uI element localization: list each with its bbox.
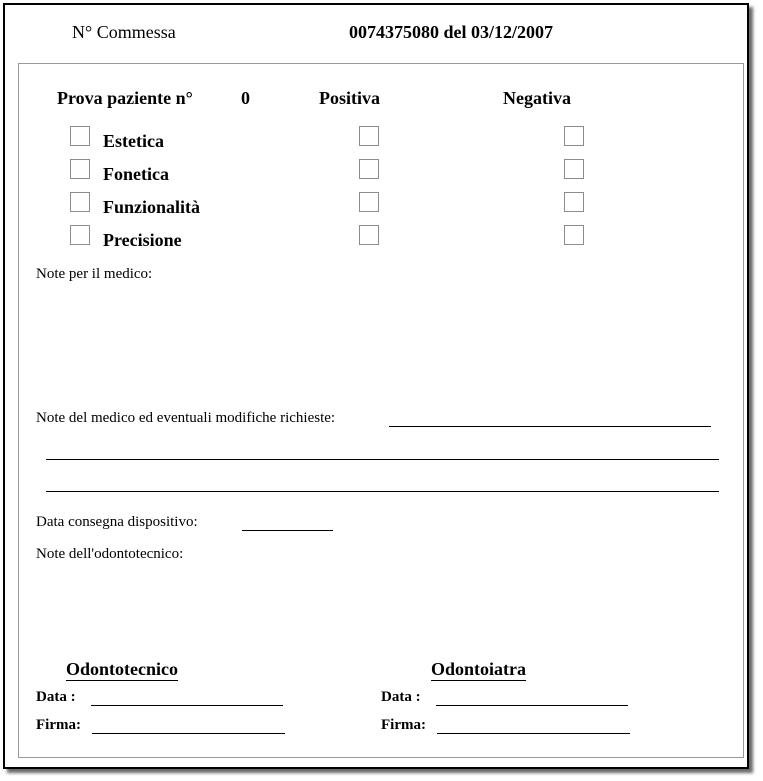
positive-column-header: Positiva (319, 88, 380, 108)
technician-title: Odontotecnico (66, 659, 178, 679)
delivery-date-field[interactable] (242, 530, 333, 531)
test-number: 0 (241, 88, 250, 108)
technician-date-label: Data : (36, 689, 76, 705)
technician-notes-label: Note dell'odontotecnico: (36, 546, 184, 562)
item-label-precisione: Precisione (103, 230, 182, 250)
technician-sign-label: Firma: (36, 717, 81, 733)
estetica-negative-checkbox[interactable] (564, 126, 584, 146)
funzionalita-negative-checkbox[interactable] (564, 192, 584, 212)
item-label-estetica: Estetica (103, 131, 164, 151)
funzionalita-positive-checkbox[interactable] (359, 192, 379, 212)
dentist-signature-field[interactable] (437, 733, 630, 734)
doctor-remarks-line-1[interactable] (389, 426, 711, 427)
order-label: N° Commessa (72, 22, 176, 42)
doctor-notes-label: Note per il medico: (36, 266, 153, 282)
precisione-positive-checkbox[interactable] (359, 225, 379, 245)
negative-column-header: Negativa (503, 88, 571, 108)
fonetica-negative-checkbox[interactable] (564, 159, 584, 179)
test-label: Prova paziente n° (57, 88, 193, 108)
order-value: 0074375080 del 03/12/2007 (349, 22, 554, 42)
funzionalita-checkbox[interactable] (70, 192, 90, 212)
doctor-remarks-label: Note del medico ed eventuali modifiche richieste: (36, 410, 336, 426)
item-label-fonetica: Fonetica (103, 164, 169, 184)
precisione-checkbox[interactable] (70, 225, 90, 245)
doctor-remarks-line-2[interactable] (46, 459, 719, 460)
delivery-date-label: Data consegna dispositivo: (36, 514, 198, 530)
dentist-sign-label: Firma: (381, 717, 426, 733)
item-label-funzionalita: Funzionalità (103, 197, 201, 217)
precisione-negative-checkbox[interactable] (564, 225, 584, 245)
dentist-title: Odontoiatra (431, 659, 527, 679)
doctor-remarks-line-3[interactable] (46, 491, 719, 492)
dentist-date-field[interactable] (436, 705, 628, 706)
estetica-positive-checkbox[interactable] (359, 126, 379, 146)
estetica-checkbox[interactable] (70, 126, 90, 146)
fonetica-positive-checkbox[interactable] (359, 159, 379, 179)
dentist-date-label: Data : (381, 689, 421, 705)
form-sheet (3, 3, 749, 769)
technician-date-field[interactable] (91, 705, 283, 706)
fonetica-checkbox[interactable] (70, 159, 90, 179)
technician-signature-field[interactable] (92, 733, 285, 734)
